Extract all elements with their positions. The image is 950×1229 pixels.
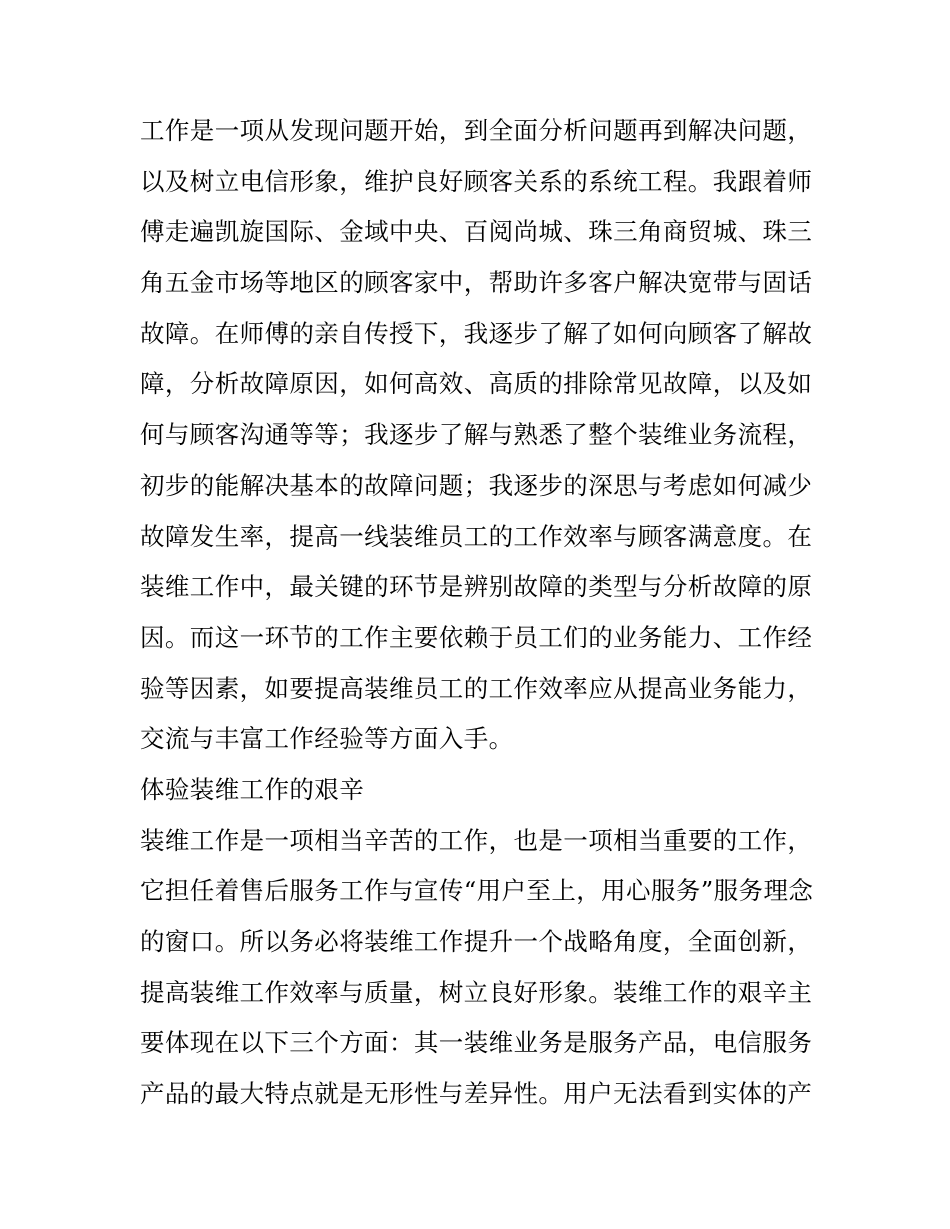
paragraph-line: 产品的最大特点就是无形性与差异性。用户无法看到实体的产 bbox=[140, 1079, 813, 1109]
paragraph-line: 验等因素，如要提高装维员工的工作效率应从提高业务能力， bbox=[140, 673, 813, 703]
paragraph-line: 它担任着售后服务工作与宣传“用户至上，用心服务”服务理念 bbox=[140, 876, 814, 906]
paragraph-line: 要体现在以下三个方面：其一装维业务是服务产品，电信服务 bbox=[140, 1028, 813, 1058]
paragraph-line: 提高装维工作效率与质量，树立良好形象。装维工作的艰辛主 bbox=[140, 977, 813, 1007]
paragraph-line: 交流与丰富工作经验等方面入手。 bbox=[140, 724, 514, 754]
document-body bbox=[140, 106, 820, 1120]
paragraph-line: 工作是一项从发现问题开始，到全面分析问题再到解决问题， bbox=[140, 116, 813, 145]
paragraph-line: 装维工作中，最关键的环节是辨别故障的类型与分析故障的原 bbox=[140, 572, 813, 602]
paragraph-line: 装维工作是一项相当辛苦的工作，也是一项相当重要的工作， bbox=[140, 825, 813, 855]
paragraph-line: 障，分析故障原因，如何高效、高质的排除常见故障，以及如 bbox=[140, 369, 813, 399]
section-heading: 体验装维工作的艰辛 bbox=[140, 774, 365, 804]
paragraph-line: 故障发生率，提高一线装维员工的工作效率与顾客满意度。在 bbox=[140, 521, 813, 551]
paragraph-line: 的窗口。所以务必将装维工作提升一个战略角度，全面创新， bbox=[140, 927, 813, 956]
paragraph-line: 角五金市场等地区的顾客家中，帮助许多客户解决宽带与固话 bbox=[140, 268, 813, 298]
paragraph-line: 何与顾客沟通等等；我逐步了解与熟悉了整个装维业务流程， bbox=[140, 420, 813, 450]
paragraph-line: 以及树立电信形象，维护良好顾客关系的系统工程。我跟着师 bbox=[140, 166, 813, 196]
paragraph-line: 初步的能解决基本的故障问题；我逐步的深思与考虑如何减少 bbox=[140, 470, 813, 500]
paragraph-line: 因。而这一环节的工作主要依赖于员工们的业务能力、工作经 bbox=[140, 622, 813, 652]
paragraph-line: 故障。在师傅的亲自传授下，我逐步了解了如何向顾客了解故 bbox=[140, 318, 813, 348]
paragraph-line: 傅走遍凯旋国际、金域中央、百阅尚城、珠三角商贸城、珠三 bbox=[140, 217, 813, 247]
